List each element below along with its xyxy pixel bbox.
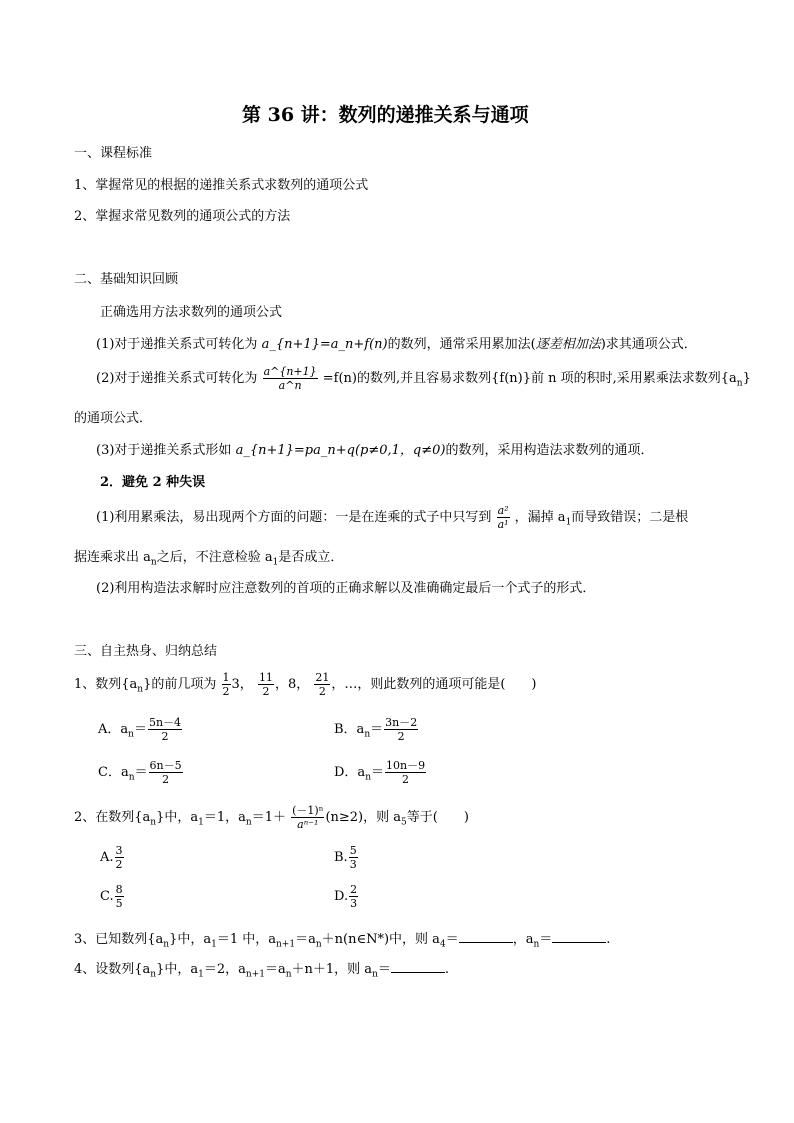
sec2-subheading: 2．避免 2 种失误 bbox=[100, 475, 206, 490]
q1-option-d[interactable]: D．$a_n=$ $\frac{10n-9}{2}$ bbox=[334, 759, 426, 786]
question-2-stem: 2、在数列$\{a_n\}$中，$a_1=1$，$a_n=1+$ $\frac{\text{(－1)ⁿ}}{\text{aⁿ⁻¹}}$ (n≥2)，则 $a_5$等于( ) bbox=[74, 804, 469, 831]
question-1-stem: 1、数列$\{a_n\}$的前几项为 $\frac{1}{2}$ 3， $\frac{11}{2}$ ，8， $\frac{21}{2}$ ，…，则此数列的通项可能是( ) bbox=[74, 671, 537, 698]
section-3-heading: 三、自主热身、归纳总结 bbox=[74, 644, 218, 659]
section-1-heading: 一、课程标准 bbox=[74, 146, 153, 161]
q1-option-c[interactable]: C．$a_n=$ $\frac{6n-5}{2}$ bbox=[98, 759, 182, 786]
question-3: 3、已知数列$\{a_n\}$中，$a_1=1$ 中，$a_{n+1}=a_n+n(n\in N*)$中，则 $a_4=$ ，$a_n=$ . bbox=[74, 932, 611, 950]
sec2-mistake-1: (1)利用累乘法，易出现两个方面的问题：一是在连乘的式子中只写到 $\frac{\text{a²}}{\text{a¹}}$ ，漏掉 $a_1$而导致错误；二是根 bbox=[96, 504, 689, 531]
sec2-mistake-1-cont: 据连乘求出 $a_n$之后，不注意检验 $a_1$是否成立． bbox=[74, 550, 344, 568]
q2-option-c[interactable]: C. $\frac{8}{5}$ bbox=[100, 883, 123, 910]
fraction: $\frac{a\^{}\{n+1\}}{a\^{}n}$ bbox=[263, 365, 317, 392]
fraction: $\frac{21}{2}$ bbox=[315, 671, 330, 698]
sec2-para-3: (3)对于递推关系式形如 a_{n+1}=pa_n+q(p≠0,1，q≠0)的数列，采用构造法求数列的通项． bbox=[96, 443, 654, 458]
q1-option-b[interactable]: B．$a_n=$ $\frac{3n-2}{2}$ bbox=[334, 716, 418, 743]
page-title: 第 36 讲：数列的递推关系与通项 bbox=[242, 104, 529, 126]
question-4: 4、设数列$\{a_n\}$中，$a_1=2$，$a_{n+1}=a_n+n+1$，则 $a_n=$ . bbox=[74, 962, 450, 980]
fraction: $\frac{\text{(－1)ⁿ}}{\text{aⁿ⁻¹}}$ bbox=[292, 804, 324, 831]
q2-option-b[interactable]: B. $\frac{5}{3}$ bbox=[334, 844, 357, 871]
answer-blank[interactable] bbox=[391, 962, 445, 973]
sec1-item-1: 1、掌握常见的根据的递推关系式求数列的通项公式 bbox=[74, 178, 369, 193]
sec2-mistake-2: (2)利用构造法求解时应注意数列的首项的正确求解以及准确确定最后一个式子的形式． bbox=[96, 581, 596, 596]
fraction: $\frac{11}{2}$ bbox=[258, 671, 273, 698]
q2-option-a[interactable]: A. $\frac{3}{2}$ bbox=[100, 844, 123, 871]
sec2-para-2-cont: 的通项公式． bbox=[74, 411, 153, 426]
sec2-intro: 正确选用方法求数列的通项公式 bbox=[100, 305, 283, 320]
q2-option-d[interactable]: D. $\frac{2}{3}$ bbox=[334, 883, 358, 910]
sec2-para-2: (2)对于递推关系式可转化为 $\frac{a\^{}\{n+1\}}{a\^{}n}$ =f(n)的数列,并且容易求数列{f(n)}前 n 项的积时,采用累乘法求数列$\{a_n\}$ bbox=[96, 365, 751, 392]
q1-option-a[interactable]: A．$a_n=$ $\frac{5n-4}{2}$ bbox=[98, 716, 182, 743]
answer-blank[interactable] bbox=[552, 932, 606, 943]
fraction: $\frac{1}{2}$ bbox=[222, 671, 230, 698]
fraction: $\frac{\text{a²}}{\text{a¹}}$ bbox=[497, 504, 509, 531]
answer-blank[interactable] bbox=[459, 932, 513, 943]
section-2-heading: 二、基础知识回顾 bbox=[74, 272, 179, 287]
sec1-item-2: 2、掌握求常见数列的通项公式的方法 bbox=[74, 209, 291, 224]
sec2-para-1: (1)对于递推关系式可转化为 a_{n+1}=a_n+f(n)的数列，通常采用累加法(逐差相加法)求其通项公式． bbox=[96, 337, 697, 352]
